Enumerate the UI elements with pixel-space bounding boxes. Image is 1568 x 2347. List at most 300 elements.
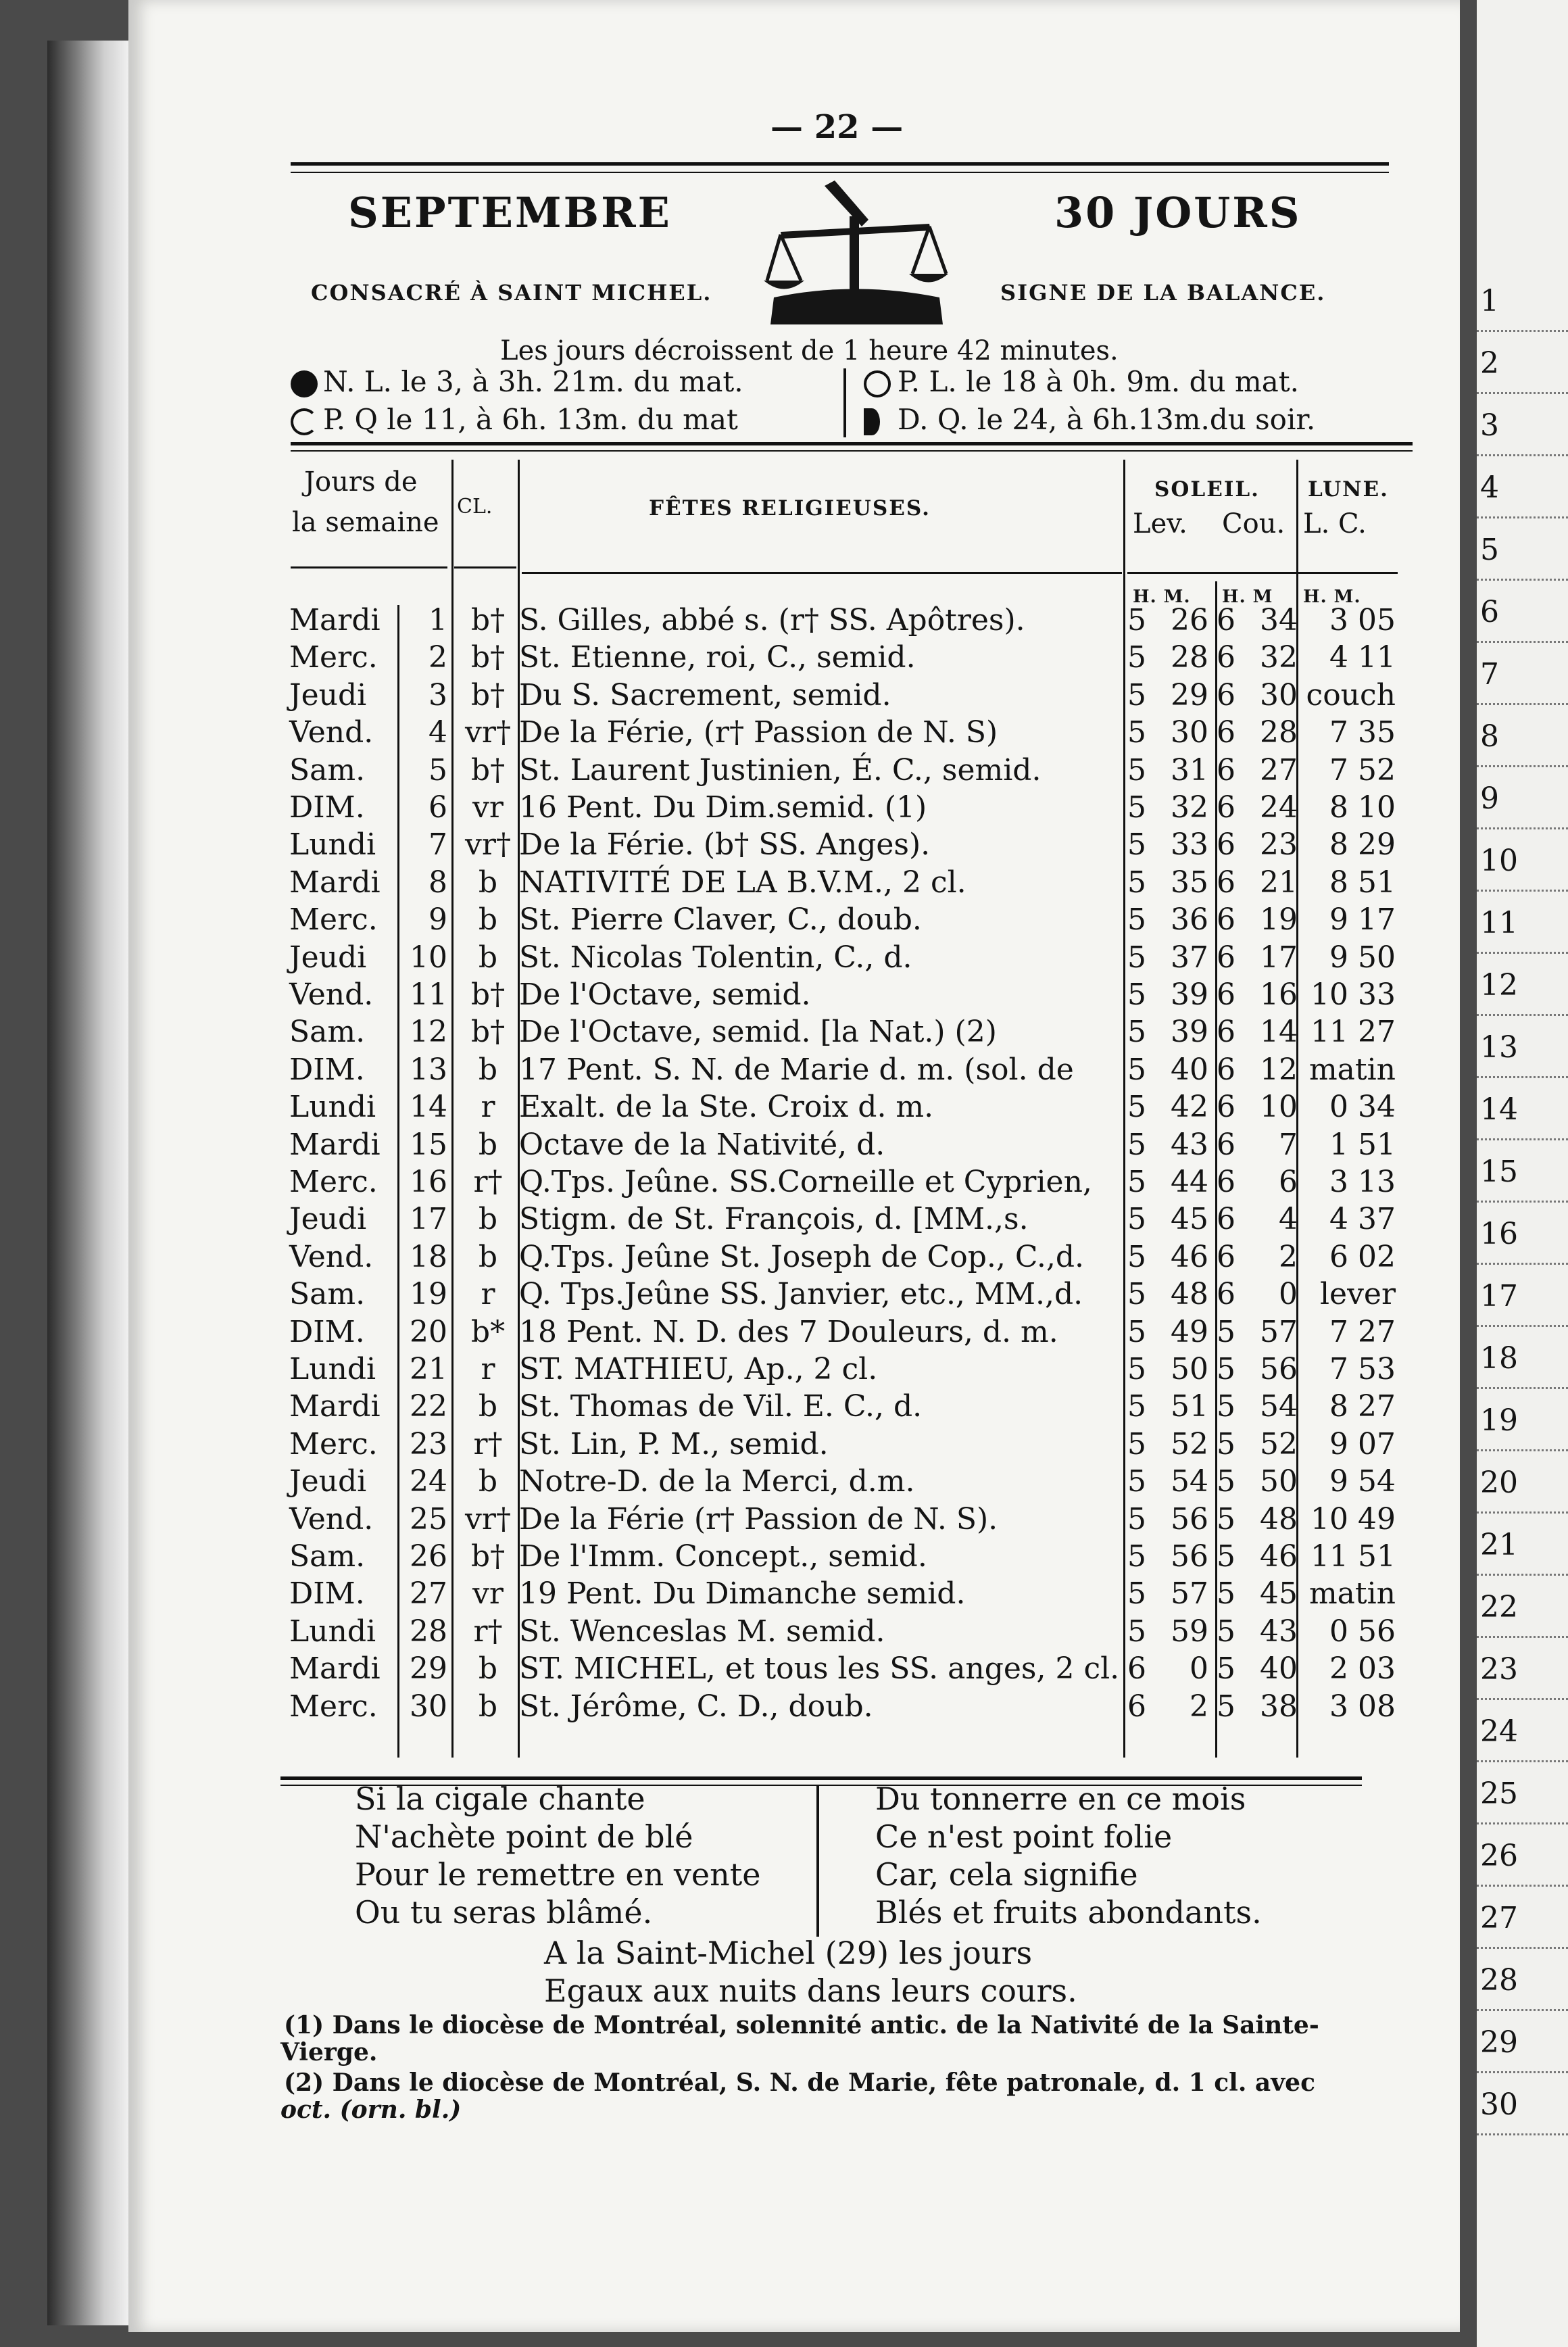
col-lev: Lev. bbox=[1133, 508, 1187, 539]
table-row bbox=[0, 753, 1568, 790]
cell-num: 21 bbox=[410, 1352, 447, 1386]
cell-lm: 50 bbox=[1171, 1352, 1208, 1386]
margin-number: 2 bbox=[1480, 346, 1499, 381]
margin-number: 30 bbox=[1480, 2087, 1518, 2122]
cell-num: 17 bbox=[410, 1202, 447, 1237]
cell-lune: 7 53 bbox=[1329, 1352, 1396, 1386]
margin-dotted-rule bbox=[1477, 890, 1568, 892]
col-lune: LUNE. bbox=[1308, 477, 1389, 502]
cell-ch: 5 bbox=[1217, 1539, 1235, 1574]
table-row bbox=[0, 678, 1568, 715]
margin-number: 28 bbox=[1480, 1963, 1518, 1998]
cell-cm: 45 bbox=[1260, 1576, 1298, 1612]
margin-dotted-rule bbox=[1477, 765, 1568, 767]
cell-cm: 4 bbox=[1279, 1202, 1298, 1237]
cell-day: Sam. bbox=[289, 1539, 366, 1574]
cell-lm: 57 bbox=[1171, 1576, 1208, 1612]
cell-fete: De la Férie, (r† Passion de N. S) bbox=[519, 715, 998, 750]
table-row bbox=[0, 902, 1568, 940]
phase-last-quarter: D. Q. le 24, à 6h.13m.du soir. bbox=[898, 403, 1316, 436]
table-row bbox=[0, 603, 1568, 640]
cell-fete: St. Etienne, roi, C., semid. bbox=[519, 640, 916, 675]
cell-lh: 5 bbox=[1127, 865, 1146, 900]
table-row bbox=[0, 1202, 1568, 1239]
cell-day: Vend. bbox=[289, 1501, 374, 1537]
cell-cl: b* bbox=[470, 1314, 506, 1349]
margin-number: 19 bbox=[1480, 1403, 1518, 1438]
margin-number: 20 bbox=[1480, 1466, 1518, 1500]
phase-divider bbox=[843, 368, 846, 437]
cell-fete: Octave de la Nativité, d. bbox=[519, 1127, 885, 1162]
cell-lm: 28 bbox=[1171, 640, 1208, 675]
cell-cm: 6 bbox=[1279, 1165, 1298, 1199]
col-soleil: SOLEIL. bbox=[1154, 477, 1260, 502]
cell-cm: 2 bbox=[1279, 1239, 1298, 1274]
proverb-left-2: N'achète point de blé bbox=[355, 1818, 693, 1855]
cell-cm: 48 bbox=[1260, 1501, 1298, 1537]
cell-num: 20 bbox=[410, 1314, 447, 1349]
cell-lune: 11 51 bbox=[1310, 1539, 1396, 1574]
cell-lh: 5 bbox=[1127, 1202, 1146, 1237]
cell-day: Lundi bbox=[289, 827, 376, 863]
margin-dotted-rule bbox=[1477, 2071, 1568, 2073]
cell-cm: 23 bbox=[1260, 827, 1298, 863]
margin-dotted-rule bbox=[1477, 1449, 1568, 1451]
col-fetes: FÊTES RELIGIEUSES. bbox=[649, 496, 931, 521]
cell-lh: 5 bbox=[1127, 1464, 1146, 1499]
cell-day: Mardi bbox=[289, 603, 381, 637]
page-number: — 22 — bbox=[770, 108, 904, 146]
cell-lh: 5 bbox=[1127, 1165, 1146, 1199]
cell-fete: Q. Tps.Jeûne SS. Janvier, etc., MM.,d. bbox=[519, 1277, 1083, 1312]
cell-fete: S. Gilles, abbé s. (r† SS. Apôtres). bbox=[519, 603, 1025, 637]
cell-cl: b† bbox=[470, 752, 506, 788]
libra-scale-illustration bbox=[760, 179, 950, 328]
cell-lh: 5 bbox=[1127, 1015, 1146, 1050]
col-jours-line1: Jours de bbox=[304, 466, 418, 498]
cell-lh: 5 bbox=[1127, 1539, 1146, 1574]
margin-dotted-rule bbox=[1477, 392, 1568, 394]
cell-ch: 6 bbox=[1217, 1239, 1235, 1274]
margin-dotted-rule bbox=[1477, 1760, 1568, 1762]
margin-dotted-rule bbox=[1477, 1511, 1568, 1514]
cell-lh: 5 bbox=[1127, 1352, 1146, 1386]
cell-num: 2 bbox=[428, 640, 447, 675]
cell-fete: ST. MATHIEU, Ap., 2 cl. bbox=[519, 1352, 878, 1386]
cell-num: 13 bbox=[410, 1052, 447, 1087]
margin-dotted-rule bbox=[1477, 2009, 1568, 2011]
cell-cm: 43 bbox=[1260, 1614, 1298, 1649]
cell-ch: 6 bbox=[1217, 977, 1235, 1012]
margin-dotted-rule bbox=[1477, 516, 1568, 518]
cell-ch: 6 bbox=[1217, 1202, 1235, 1237]
cell-fete: St. Nicolas Tolentin, C., d. bbox=[519, 940, 912, 975]
cell-cl: b bbox=[478, 1127, 498, 1162]
cell-cm: 30 bbox=[1260, 677, 1298, 712]
cell-lm: 2 bbox=[1190, 1689, 1208, 1724]
cell-lune: 9 17 bbox=[1329, 902, 1396, 938]
margin-dotted-rule bbox=[1477, 1822, 1568, 1824]
margin-dotted-rule bbox=[1477, 1138, 1568, 1140]
cell-lune: 0 34 bbox=[1329, 1090, 1396, 1125]
margin-dotted-rule bbox=[1477, 579, 1568, 581]
margin-number: 12 bbox=[1480, 968, 1518, 1002]
cell-ch: 5 bbox=[1217, 1464, 1235, 1499]
cell-cm: 7 bbox=[1279, 1127, 1298, 1162]
cell-lh: 6 bbox=[1127, 1689, 1146, 1724]
margin-number: 29 bbox=[1480, 2025, 1518, 2060]
cell-day: Jeudi bbox=[289, 1464, 367, 1499]
cell-lune: 7 35 bbox=[1329, 715, 1396, 750]
col-cou: Cou. bbox=[1222, 508, 1285, 539]
cell-cl: b bbox=[478, 1389, 498, 1424]
cell-lune: 1 51 bbox=[1329, 1127, 1396, 1162]
cell-cl: vr† bbox=[465, 715, 511, 750]
margin-number: 18 bbox=[1480, 1341, 1518, 1376]
margin-dotted-rule bbox=[1477, 1263, 1568, 1265]
cell-ch: 6 bbox=[1217, 715, 1235, 750]
table-row bbox=[0, 1052, 1568, 1090]
cell-cl: b bbox=[478, 1464, 498, 1499]
cell-num: 27 bbox=[410, 1576, 447, 1612]
margin-number: 24 bbox=[1480, 1714, 1518, 1749]
cell-lh: 5 bbox=[1127, 1239, 1146, 1274]
cell-lh: 5 bbox=[1127, 1426, 1146, 1461]
margin-number: 4 bbox=[1480, 470, 1499, 505]
margin-dotted-rule bbox=[1477, 1947, 1568, 1949]
cell-day: DIM. bbox=[289, 1314, 365, 1349]
cell-num: 4 bbox=[428, 715, 447, 750]
col-lune-lc: L. C. bbox=[1303, 508, 1367, 539]
cell-lm: 26 bbox=[1171, 603, 1208, 637]
cell-lune: couch bbox=[1306, 677, 1396, 712]
cell-ch: 5 bbox=[1217, 1689, 1235, 1724]
table-row bbox=[0, 1128, 1568, 1165]
cell-fete: Stigm. de St. François, d. [MM.,s. bbox=[519, 1202, 1029, 1237]
cell-lm: 39 bbox=[1171, 1015, 1208, 1050]
table-row bbox=[0, 1352, 1568, 1389]
margin-number: 26 bbox=[1480, 1839, 1518, 1873]
cell-ch: 5 bbox=[1217, 1576, 1235, 1612]
cell-cm: 32 bbox=[1260, 640, 1298, 675]
cell-lune: 0 56 bbox=[1329, 1614, 1396, 1649]
cell-day: Merc. bbox=[289, 1689, 378, 1724]
margin-dotted-rule bbox=[1477, 1325, 1568, 1327]
cell-cl: b† bbox=[470, 977, 506, 1012]
cell-lh: 5 bbox=[1127, 1576, 1146, 1612]
margin-dotted-rule bbox=[1477, 330, 1568, 332]
cell-lune: 4 11 bbox=[1329, 640, 1396, 675]
margin-number: 16 bbox=[1480, 1217, 1518, 1251]
cell-lm: 42 bbox=[1171, 1090, 1208, 1125]
margin-dotted-rule bbox=[1477, 703, 1568, 705]
cell-fete: De la Férie (r† Passion de N. S). bbox=[519, 1501, 998, 1537]
cell-cm: 54 bbox=[1260, 1389, 1298, 1424]
cell-day: Vend. bbox=[289, 715, 374, 750]
proverb-right-4: Blés et fruits abondants. bbox=[875, 1894, 1262, 1931]
cell-ch: 5 bbox=[1217, 1352, 1235, 1386]
cell-ch: 6 bbox=[1217, 677, 1235, 712]
cell-lm: 56 bbox=[1171, 1539, 1208, 1574]
cell-fete: St. Jérôme, C. D., doub. bbox=[519, 1689, 873, 1724]
cell-lune: 9 50 bbox=[1329, 940, 1396, 975]
proverb-left-1: Si la cigale chante bbox=[355, 1781, 645, 1817]
cell-ch: 5 bbox=[1217, 1314, 1235, 1349]
cell-lm: 59 bbox=[1171, 1614, 1208, 1649]
cell-fete: De l'Imm. Concept., semid. bbox=[519, 1539, 927, 1574]
cell-cm: 52 bbox=[1260, 1426, 1298, 1461]
cell-day: DIM. bbox=[289, 790, 365, 825]
daylight-note: Les jours décroissent de 1 heure 42 minutes. bbox=[500, 335, 1119, 366]
cell-ch: 6 bbox=[1217, 752, 1235, 788]
margin-number: 15 bbox=[1480, 1155, 1518, 1189]
proverb-closing-1: A la Saint-Michel (29) les jours bbox=[544, 1935, 1033, 1971]
cell-cm: 16 bbox=[1260, 977, 1298, 1012]
margin-dotted-rule bbox=[1477, 1885, 1568, 1887]
cell-cm: 21 bbox=[1260, 865, 1298, 900]
margin-dotted-rule bbox=[1477, 1014, 1568, 1016]
cell-lune: lever bbox=[1319, 1277, 1396, 1312]
cell-fete: De l'Octave, semid. [la Nat.) (2) bbox=[519, 1015, 997, 1050]
cell-ch: 6 bbox=[1217, 865, 1235, 900]
cell-cm: 0 bbox=[1279, 1277, 1298, 1312]
margin-number: 3 bbox=[1480, 408, 1499, 443]
cell-lh: 5 bbox=[1127, 1277, 1146, 1312]
cell-cl: b bbox=[478, 1651, 498, 1687]
cell-num: 29 bbox=[410, 1651, 447, 1687]
proverb-right-3: Car, cela signifie bbox=[875, 1856, 1138, 1893]
cell-cl: vr† bbox=[465, 1501, 511, 1537]
cell-lune: 7 27 bbox=[1329, 1314, 1396, 1349]
cell-day: Merc. bbox=[289, 902, 378, 938]
cell-ch: 6 bbox=[1217, 1090, 1235, 1125]
cell-day: DIM. bbox=[289, 1576, 365, 1612]
cell-lh: 6 bbox=[1127, 1651, 1146, 1687]
cell-lune: 9 54 bbox=[1329, 1464, 1396, 1499]
cell-lune: 3 05 bbox=[1329, 603, 1396, 637]
cell-cm: 24 bbox=[1260, 790, 1298, 825]
table-row bbox=[0, 1165, 1568, 1202]
cell-lm: 35 bbox=[1171, 865, 1208, 900]
cell-lh: 5 bbox=[1127, 1501, 1146, 1537]
cell-cm: 27 bbox=[1260, 752, 1298, 788]
cell-day: Sam. bbox=[289, 1277, 366, 1312]
margin-number: 1 bbox=[1480, 284, 1499, 318]
table-row bbox=[0, 977, 1568, 1015]
margin-dotted-rule bbox=[1477, 1387, 1568, 1389]
proverb-right-1: Du tonnerre en ce mois bbox=[875, 1781, 1246, 1817]
proverb-right-2: Ce n'est point folie bbox=[875, 1818, 1173, 1855]
cell-lh: 5 bbox=[1127, 1389, 1146, 1424]
cell-lune: 8 10 bbox=[1329, 790, 1396, 825]
margin-number: 27 bbox=[1480, 1901, 1518, 1935]
cell-lm: 29 bbox=[1171, 677, 1208, 712]
phase-first-quarter: P. Q le 11, à 6h. 13m. du mat bbox=[323, 403, 738, 436]
cell-lune: 2 03 bbox=[1329, 1651, 1396, 1687]
cell-cm: 19 bbox=[1260, 902, 1298, 938]
cell-ch: 6 bbox=[1217, 603, 1235, 637]
proverb-left-3: Pour le remettre en vente bbox=[355, 1856, 761, 1893]
cell-lm: 51 bbox=[1171, 1389, 1208, 1424]
cell-lh: 5 bbox=[1127, 1127, 1146, 1162]
table-row bbox=[0, 1651, 1568, 1689]
proverb-left-4: Ou tu seras blâmé. bbox=[355, 1894, 653, 1931]
cell-cl: r† bbox=[473, 1426, 503, 1461]
cell-lune: 4 37 bbox=[1329, 1202, 1396, 1237]
cell-ch: 6 bbox=[1217, 1165, 1235, 1199]
cell-fete: Notre-D. de la Merci, d.m. bbox=[519, 1464, 915, 1499]
cell-fete: NATIVITÉ DE LA B.V.M., 2 cl. bbox=[519, 865, 966, 900]
cell-num: 16 bbox=[410, 1165, 447, 1199]
table-row bbox=[0, 1614, 1568, 1651]
cell-day: Lundi bbox=[289, 1614, 376, 1649]
margin-number: 22 bbox=[1480, 1590, 1518, 1624]
dedication: CONSACRÉ À SAINT MICHEL. bbox=[311, 280, 712, 306]
cell-day: Merc. bbox=[289, 640, 378, 675]
margin-number: 10 bbox=[1480, 844, 1518, 878]
cell-fete: Q.Tps. Jeûne. SS.Corneille et Cyprien, bbox=[519, 1165, 1092, 1199]
cell-cl: vr† bbox=[465, 827, 511, 863]
table-row bbox=[0, 1389, 1568, 1426]
table-row bbox=[0, 1090, 1568, 1127]
margin-number: 17 bbox=[1480, 1279, 1518, 1313]
cell-cl: b bbox=[478, 902, 498, 938]
col-hm-coucher: H. M bbox=[1222, 587, 1273, 607]
cell-num: 7 bbox=[428, 827, 447, 863]
cell-lune: 11 27 bbox=[1310, 1015, 1396, 1050]
day-count: 30 JOURS bbox=[1054, 188, 1302, 237]
cell-lm: 40 bbox=[1171, 1052, 1208, 1087]
phase-full-moon: P. L. le 18 à 0h. 9m. du mat. bbox=[898, 365, 1299, 398]
cell-fete: 17 Pent. S. N. de Marie d. m. (sol. de bbox=[519, 1052, 1074, 1087]
table-row bbox=[0, 1015, 1568, 1052]
cell-fete: Du S. Sacrement, semid. bbox=[519, 677, 891, 712]
footnote-2-cont: oct. (orn. bl.) bbox=[280, 2096, 462, 2124]
cell-day: Jeudi bbox=[289, 677, 367, 712]
new-moon-icon bbox=[291, 370, 318, 397]
cell-cl: b† bbox=[470, 1539, 506, 1574]
cell-num: 25 bbox=[410, 1501, 447, 1537]
margin-number: 6 bbox=[1480, 595, 1499, 629]
cell-num: 5 bbox=[428, 752, 447, 788]
footnote-2: (2) Dans le diocèse de Montréal, S. N. de Marie, fête patronale, d. 1 cl. avec bbox=[284, 2068, 1315, 2097]
cell-lm: 37 bbox=[1171, 940, 1208, 975]
cell-cm: 34 bbox=[1260, 603, 1298, 637]
cell-ch: 5 bbox=[1217, 1651, 1235, 1687]
margin-number: 8 bbox=[1480, 719, 1499, 754]
cell-num: 12 bbox=[410, 1015, 447, 1050]
cell-day: Mardi bbox=[289, 865, 381, 900]
cell-num: 3 bbox=[428, 677, 447, 712]
margin-number: 23 bbox=[1480, 1652, 1518, 1687]
cell-cl: b† bbox=[470, 640, 506, 675]
cell-lune: 3 08 bbox=[1329, 1689, 1396, 1724]
cell-ch: 6 bbox=[1217, 1277, 1235, 1312]
phases-rule-thick bbox=[291, 442, 1413, 445]
margin-dotted-rule bbox=[1477, 1698, 1568, 1700]
phase-new-moon: N. L. le 3, à 3h. 21m. du mat. bbox=[323, 365, 743, 398]
margin-number: 14 bbox=[1480, 1092, 1518, 1127]
margin-number: 7 bbox=[1480, 657, 1499, 692]
cell-fete: De l'Octave, semid. bbox=[519, 977, 811, 1012]
margin-dotted-rule bbox=[1477, 454, 1568, 456]
head-rule-jours bbox=[291, 566, 447, 568]
cell-lh: 5 bbox=[1127, 902, 1146, 938]
cell-fete: St. Laurent Justinien, É. C., semid. bbox=[519, 752, 1042, 788]
cell-lune: 10 33 bbox=[1310, 977, 1396, 1012]
table-row bbox=[0, 1539, 1568, 1576]
cell-lune: 7 52 bbox=[1329, 752, 1396, 788]
cell-day: DIM. bbox=[289, 1052, 365, 1087]
cell-fete: St. Pierre Claver, C., doub. bbox=[519, 902, 922, 938]
margin-number: 9 bbox=[1480, 781, 1499, 816]
cell-fete: St. Thomas de Vil. E. C., d. bbox=[519, 1389, 923, 1424]
cell-fete: 19 Pent. Du Dimanche semid. bbox=[519, 1576, 966, 1612]
margin-dotted-rule bbox=[1477, 2133, 1568, 2135]
table-row bbox=[0, 827, 1568, 865]
full-moon-icon bbox=[864, 370, 891, 397]
col-hm-lune: H. M. bbox=[1303, 587, 1361, 607]
cell-num: 10 bbox=[410, 940, 447, 975]
cell-ch: 5 bbox=[1217, 1389, 1235, 1424]
cell-lh: 5 bbox=[1127, 977, 1146, 1012]
cell-cl: b bbox=[478, 940, 498, 975]
phases-rule-thin bbox=[291, 450, 1413, 452]
cell-num: 14 bbox=[410, 1090, 447, 1125]
col-hm-lever: H. M. bbox=[1133, 587, 1191, 607]
cell-lm: 48 bbox=[1171, 1277, 1208, 1312]
cell-cm: 56 bbox=[1260, 1352, 1298, 1386]
margin-dotted-rule bbox=[1477, 1636, 1568, 1638]
cell-fete: Exalt. de la Ste. Croix d. m. bbox=[519, 1090, 934, 1125]
cell-ch: 6 bbox=[1217, 940, 1235, 975]
cell-lh: 5 bbox=[1127, 715, 1146, 750]
table-row bbox=[0, 1502, 1568, 1539]
cell-lm: 46 bbox=[1171, 1239, 1208, 1274]
cell-num: 28 bbox=[410, 1614, 447, 1649]
margin-dotted-rule bbox=[1477, 1076, 1568, 1078]
margin-dotted-rule bbox=[1477, 827, 1568, 829]
cell-lune: 8 51 bbox=[1329, 865, 1396, 900]
cell-cm: 38 bbox=[1260, 1689, 1298, 1724]
margin-number: 13 bbox=[1480, 1030, 1518, 1065]
footnote-1: (1) Dans le diocèse de Montréal, solennité antic. de la Nativité de la Sainte- bbox=[284, 2011, 1319, 2039]
cell-num: 8 bbox=[428, 865, 447, 900]
margin-number: 21 bbox=[1480, 1528, 1518, 1562]
cell-lh: 5 bbox=[1127, 1052, 1146, 1087]
table-row bbox=[0, 940, 1568, 977]
cell-cm: 40 bbox=[1260, 1651, 1298, 1687]
cell-cm: 46 bbox=[1260, 1539, 1298, 1574]
cell-cm: 57 bbox=[1260, 1314, 1298, 1349]
cell-cl: vr bbox=[472, 790, 504, 825]
cell-lh: 5 bbox=[1127, 790, 1146, 825]
cell-fete: St. Lin, P. M., semid. bbox=[519, 1426, 829, 1461]
table-row bbox=[0, 1689, 1568, 1726]
cell-lh: 5 bbox=[1127, 677, 1146, 712]
cell-lune: 6 02 bbox=[1329, 1239, 1396, 1274]
table-row bbox=[0, 1427, 1568, 1464]
table-row bbox=[0, 715, 1568, 752]
cell-cl: b bbox=[478, 1689, 498, 1724]
cell-day: Mardi bbox=[289, 1389, 381, 1424]
proverb-divider bbox=[816, 1785, 819, 1937]
zodiac-sign-label: SIGNE DE LA BALANCE. bbox=[1000, 280, 1326, 306]
cell-num: 9 bbox=[428, 902, 447, 938]
cell-ch: 6 bbox=[1217, 1052, 1235, 1087]
cell-lh: 5 bbox=[1127, 1090, 1146, 1125]
cell-lune: 10 49 bbox=[1310, 1501, 1396, 1537]
